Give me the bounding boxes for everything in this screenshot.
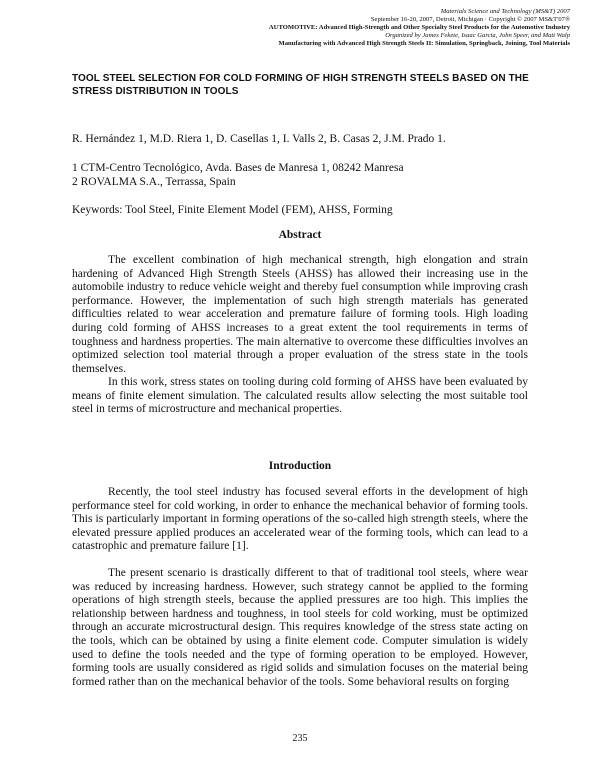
keywords: Keywords: Tool Steel, Finite Element Model (FEM), AHSS, Forming: [72, 204, 393, 216]
introduction-heading: Introduction: [268, 460, 332, 472]
abstract-paragraph-2: In this work, stress states on tooling during cold forming of AHSS have been evaluated by means of finite element simulation. The calculated results allow selecting the most suitable tool steel in terms of microstructure and mechanical properties.: [72, 376, 528, 416]
abstract-heading: Abstract: [278, 229, 322, 241]
header-dates-copyright: September 16-20, 2007, Detroit, Michigan · Copyright © 2007 MS&T'07®: [370, 16, 570, 23]
header-session: Manufacturing with Advanced High Strength Steels II: Simulation, Springback, Joining, Tool Materials: [278, 40, 570, 47]
header-symposium: AUTOMOTIVE: Advanced High-Strength and Other Specialty Steel Products for the Automotive Industry: [268, 24, 570, 31]
introduction-paragraph-1: Recently, the tool steel industry has focused several efforts in the development of high performance steel for cold working, in order to enhance the mechanical behavior of forming tools. This is particularly important in forming operations of the so-called high strength steels, where the elevated pressure applied produces an accelerated wear of the forming tools, which can lead to a catastrophic and premature failure [1].: [72, 486, 528, 553]
abstract-paragraph-1: The excellent combination of high mechanical strength, high elongation and strain hardening of Advanced High Strength Steels (AHSS) has allowed their increasing use in the automobile industry to reduce vehicle weight and thereby fuel consumption while improving crash performance. However, the implementation of such high strength materials has generated difficulties related to wear acceleration and premature failure of forming tools. High loading during cold forming of AHSS increases to a great extent the tool requirements in terms of toughness and hardness properties. The main alternative to overcome these difficulties involves an optimized selection tool material through a proper evaluation of the stress state in the tools themselves.: [72, 254, 528, 375]
affiliation-2: 2 ROVALMA S.A., Terrassa, Spain: [72, 176, 236, 188]
header-organizers: Organized by James Fekete, Isaac Garcia, John Speer, and Matt Walp: [385, 32, 570, 39]
conference-header: [50, 8, 570, 48]
introduction-paragraph-2: The present scenario is drastically different to that of traditional tool steels, where wear was reduced by increasing hardness. However, such strategy cannot be applied to the forming operations of high strength steels, because the applied pressures are too high. This implies the relationship between hardness and toughness, in tool steels for cold working, must be optimized through an accurate microstructural design. This requires knowledge of the stress state acting on the tools, which can be obtained by using a finite element code. Computer simulation is widely used to define the tools needed and the type of forming operation to be employed. However, forming tools are usually considered as rigid solids and simulation focuses on the material being formed rather than on the mechanical behavior of the tools. Some behavioral results on forging: [72, 567, 528, 688]
affiliation-1: 1 CTM-Centro Tecnológico, Avda. Bases de Manresa 1, 08242 Manresa: [72, 162, 404, 174]
page-number: 235: [292, 733, 308, 744]
header-conference-name: Materials Science and Technology (MS&T) 2007: [440, 8, 570, 15]
author-list: R. Hernández 1, M.D. Riera 1, D. Casellas 1, I. Valls 2, B. Casas 2, J.M. Prado 1.: [72, 133, 446, 145]
paper-title: TOOL STEEL SELECTION FOR COLD FORMING OF HIGH STRENGTH STEELS BASED ON THE STRESS DISTRIBUTION IN TOOLS: [72, 73, 529, 97]
